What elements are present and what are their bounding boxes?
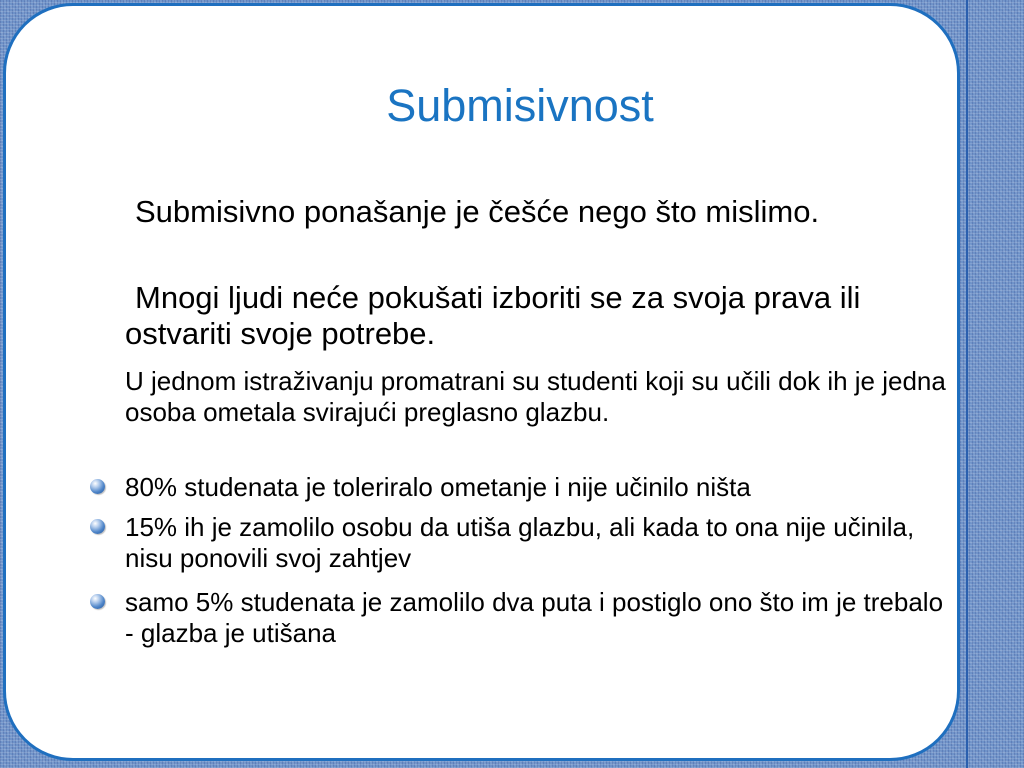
bullet-item-5-percent: [125, 587, 955, 649]
paragraph-research: U jednom istraživanju promatrani su studenti koji su učili dok ih je jedna osoba ometala svirajući preglasno glazbu.: [125, 366, 946, 427]
bullet-text: 15% ih je zamolilo osobu da utiša glazbu, ali kada to ona nije učinila, nisu ponovili svoj zahtjev: [125, 512, 915, 573]
paragraph-submissive-behavior: Submisivno ponašanje je češće nego što mislimo.: [135, 194, 820, 229]
blue-sphere-bullet-icon: [90, 479, 105, 494]
bullet-text: 80% studenata je toleriralo ometanje i nije učinilo ništa: [125, 472, 751, 502]
paragraph-people-rights: Mnogi ljudi neće pokušati izboriti se za svoja prava ili ostvariti svoje potrebe.: [125, 280, 861, 351]
blue-sphere-bullet-icon: [90, 594, 105, 609]
blue-sphere-bullet-icon: [90, 519, 105, 534]
slide-title: Submisivnost: [386, 80, 654, 131]
bullet-text: samo 5% studenata je zamolilo dva puta i postiglo ono što im je trebalo - glazba je utišana: [125, 587, 944, 648]
bullet-item-80-percent: [125, 472, 955, 503]
bullet-item-15-percent: [125, 512, 955, 574]
